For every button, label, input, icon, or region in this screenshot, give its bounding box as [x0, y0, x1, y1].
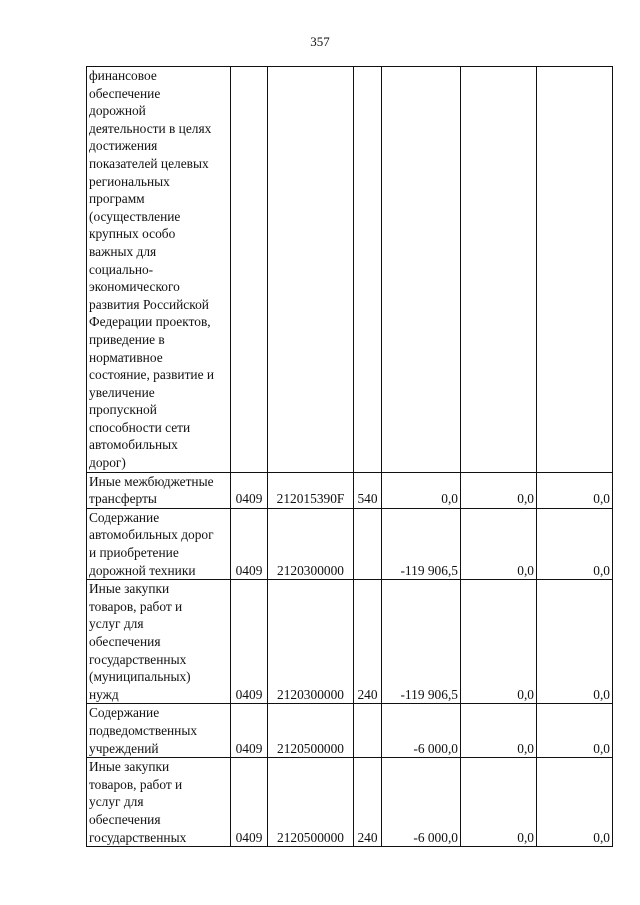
row-name-line: программ — [89, 191, 145, 207]
table-row — [87, 472, 613, 508]
row-name-line: (муниципальных) — [89, 669, 191, 685]
amount-cell-1 — [382, 67, 461, 473]
row-name-line: автомобильных — [89, 437, 178, 453]
target-article-cell: 2120300000 — [268, 580, 354, 704]
row-name-line: обеспечения — [89, 634, 161, 649]
amount-cell-3: 0,0 — [537, 580, 613, 704]
row-name-line: и приобретение — [89, 545, 179, 561]
section-code-cell: 0409 — [231, 758, 268, 847]
section-code-cell: 0409 — [231, 704, 268, 758]
row-name-line: услуг для — [89, 794, 144, 810]
row-name-line: дорожной — [89, 103, 146, 119]
section-code-cell: 0409 — [231, 580, 268, 704]
expense-type-cell: 240 — [354, 580, 382, 704]
target-article-cell: 212015390F — [268, 472, 354, 508]
section-code-cell: 0409 — [231, 508, 268, 579]
amount-cell-1: -119 906,5 — [382, 508, 461, 579]
table-row — [87, 580, 613, 704]
amount-cell-2: 0,0 — [461, 580, 537, 704]
row-name-line: достижения — [89, 138, 158, 154]
row-name-cell — [87, 758, 231, 847]
row-name-line: увеличение — [89, 384, 155, 400]
row-name-line: пропускной — [89, 402, 157, 418]
row-name-line: финансовое — [89, 68, 157, 83]
row-name-line: развития Российской — [89, 296, 209, 312]
row-name-line: состояние, развитие и — [89, 367, 215, 383]
expense-type-cell — [354, 67, 382, 473]
row-name-line: государственных — [89, 829, 187, 845]
section-code-cell — [231, 67, 268, 473]
row-name-cell — [87, 472, 231, 508]
row-name-cell — [87, 508, 231, 579]
row-name-line: трансферты — [89, 491, 157, 507]
budget-table — [86, 66, 613, 847]
row-name-line: Иные закупки — [89, 581, 170, 597]
expense-type-cell — [354, 704, 382, 758]
row-name-line: учреждений — [89, 740, 159, 756]
amount-cell-2: 0,0 — [461, 508, 537, 579]
row-name-line: товаров, работ и — [89, 776, 183, 792]
row-name-line: показателей целевых — [89, 155, 209, 171]
page-number: 357 — [310, 34, 330, 49]
target-article-cell — [268, 67, 354, 473]
row-name-line: нужд — [89, 686, 119, 702]
row-name-line: подведомственных — [89, 722, 198, 738]
row-name-line: товаров, работ и — [89, 598, 183, 614]
table-row — [87, 67, 613, 473]
row-name-line: приведение в — [89, 331, 165, 347]
row-name-line: крупных особо — [89, 226, 176, 242]
amount-cell-2 — [461, 67, 537, 473]
expense-type-cell: 240 — [354, 758, 382, 847]
target-article-cell: 2120500000 — [268, 758, 354, 847]
row-name-line: Иные закупки — [89, 759, 170, 775]
row-name-line: обеспечение — [89, 85, 161, 101]
amount-cell-3 — [537, 67, 613, 473]
amount-cell-1: 0,0 — [382, 472, 461, 508]
row-name-line: экономического — [89, 279, 180, 295]
row-name-line: социально- — [89, 261, 154, 277]
amount-cell-2: 0,0 — [461, 758, 537, 847]
row-name-line: обеспечения — [89, 811, 161, 827]
row-name-line: (осуществление — [89, 208, 181, 224]
row-name-line: деятельности в целях — [89, 120, 212, 136]
amount-cell-1: -6 000,0 — [382, 758, 461, 847]
section-code-cell: 0409 — [231, 472, 268, 508]
amount-cell-3: 0,0 — [537, 758, 613, 847]
amount-cell-1: -119 906,5 — [382, 580, 461, 704]
row-name-cell — [87, 67, 231, 473]
row-name-line: способности сети — [89, 419, 191, 435]
row-name-line: Содержание — [89, 509, 160, 525]
row-name-line: дорожной техники — [89, 562, 196, 578]
row-name-line: нормативное — [89, 349, 163, 365]
amount-cell-1: -6 000,0 — [382, 704, 461, 758]
row-name-line: важных для — [89, 243, 157, 259]
amount-cell-3: 0,0 — [537, 472, 613, 508]
row-name-line: автомобильных дорог — [89, 527, 214, 543]
table-row — [87, 508, 613, 579]
amount-cell-3: 0,0 — [537, 704, 613, 758]
table-row — [87, 758, 613, 847]
amount-cell-2: 0,0 — [461, 472, 537, 508]
row-name-line: услуг для — [89, 616, 144, 632]
row-name-line: государственных — [89, 651, 187, 667]
row-name-line: Федерации проектов, — [89, 314, 211, 330]
target-article-cell: 2120300000 — [268, 508, 354, 579]
row-name-cell — [87, 704, 231, 758]
expense-type-cell — [354, 508, 382, 579]
table-body — [87, 67, 613, 847]
row-name-cell — [87, 580, 231, 704]
target-article-cell: 2120500000 — [268, 704, 354, 758]
row-name-line: дорог) — [89, 455, 126, 471]
table-row — [87, 704, 613, 758]
expense-type-cell: 540 — [354, 472, 382, 508]
row-name-line: Содержание — [89, 705, 160, 721]
row-name-line: Иные межбюджетные — [89, 473, 214, 489]
row-name-line: региональных — [89, 173, 170, 189]
amount-cell-3: 0,0 — [537, 508, 613, 579]
amount-cell-2: 0,0 — [461, 704, 537, 758]
